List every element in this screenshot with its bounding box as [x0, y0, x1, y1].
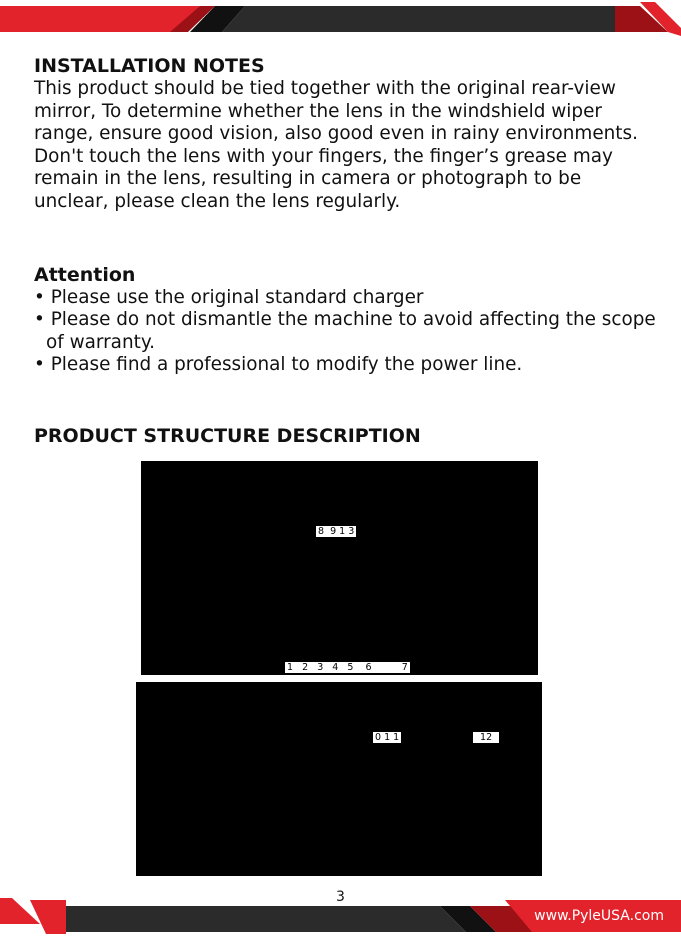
attention-section [34, 263, 659, 377]
installation-section [34, 54, 659, 377]
installation-paragraph-1: This product should be tied together with the original rear-view mirror, To determine whether the lens in the windshield wiper range, ensure good vision, also good even in rainy environments. [34, 78, 638, 145]
figure-label-a: 0 1 1 [375, 732, 400, 743]
page-number: 3 [336, 889, 345, 905]
installation-title: INSTALLATION NOTES [34, 55, 265, 77]
installation-paragraph-2: Don't touch the lens with your fingers, the finger’s grease may remain in the lens, resulting in camera or photograph to be unclear, please clean the lens regularly. [34, 145, 613, 212]
attention-title: Attention [34, 263, 136, 286]
product-figure-top [141, 461, 538, 675]
figure-label-bottom: 1 2 3 4 5 6 7 [287, 662, 408, 673]
figure-label-b: 12 [473, 732, 499, 743]
attention-item: • Please use the original standard charger [34, 287, 659, 310]
website-url: www.PyleUSA.com [534, 908, 664, 924]
attention-item: • Please do not dismantle the machine to avoid affecting the scope of warranty. [34, 309, 659, 354]
attention-item: • Please find a professional to modify the power line. [34, 354, 659, 377]
header-decorative-bar [0, 0, 681, 36]
figure-label-top: 8 9 1 3 [318, 526, 355, 537]
attention-list [34, 287, 659, 377]
structure-title: PRODUCT STRUCTURE DESCRIPTION [34, 425, 421, 447]
product-figure-bottom [136, 682, 542, 876]
